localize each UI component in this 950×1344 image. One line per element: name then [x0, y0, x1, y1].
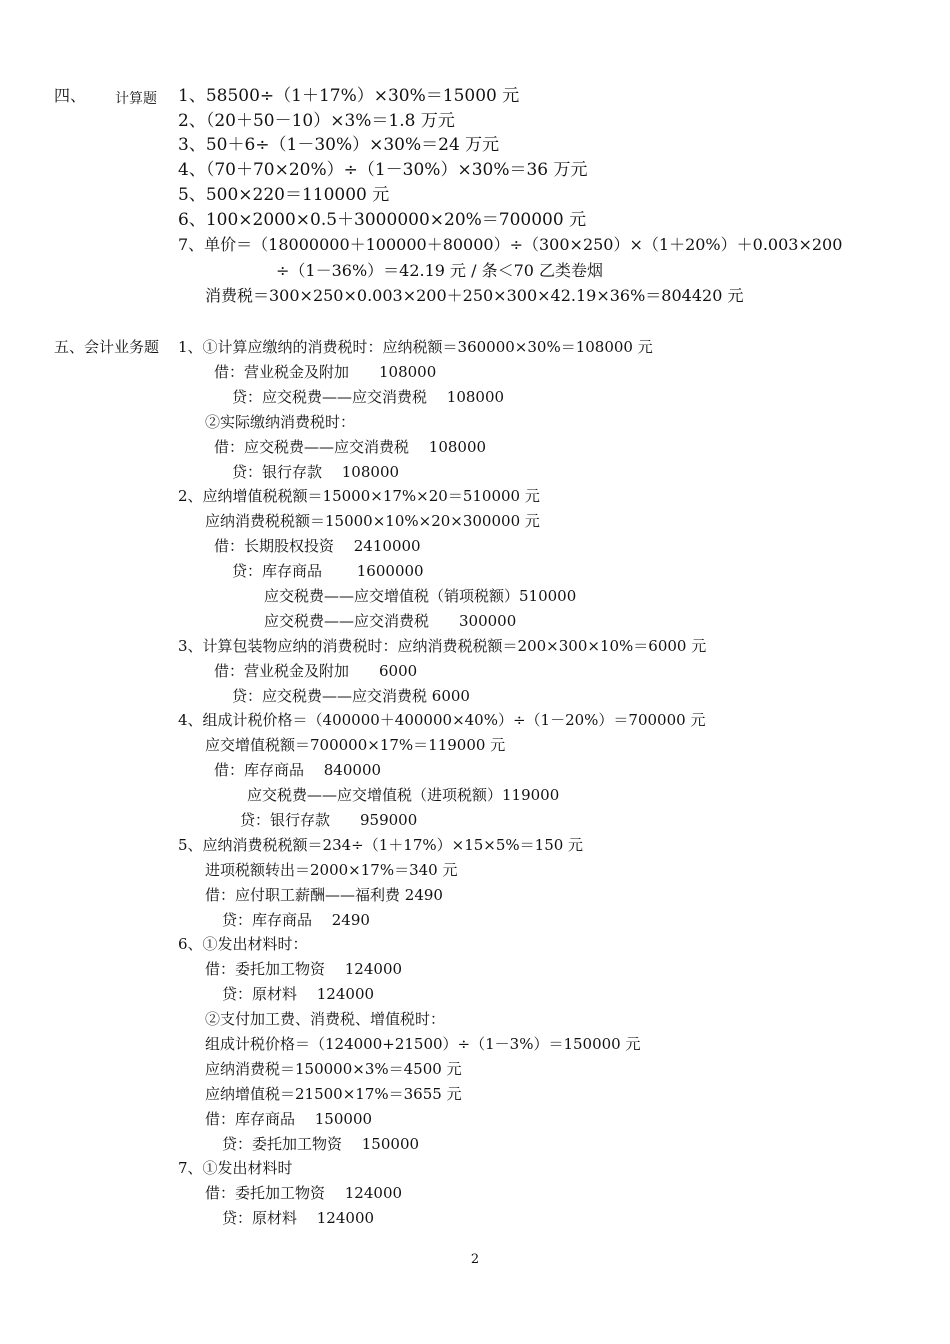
entry-line: ②支付加工费、消费税、增值税时：: [205, 1010, 446, 1028]
section4-title: 计算题: [115, 91, 157, 107]
calc-item-1: 1、58500÷（1＋17%）×30%＝15000 元: [178, 86, 520, 106]
entry-line: 应纳消费税＝150000×3%＝4500 元: [205, 1060, 462, 1078]
entry-line: 6、①发出材料时：: [178, 935, 308, 953]
calc-item-3: 3、50＋6÷（1－30%）×30%＝24 万元: [178, 135, 500, 155]
entry-line: 应纳增值税＝21500×17%＝3655 元: [205, 1085, 462, 1103]
entry-line: 组成计税价格＝（124000+21500）÷（1－3%）＝150000 元: [205, 1035, 641, 1053]
entry-line: 借：营业税金及附加 108000: [214, 363, 437, 381]
entry-line: 应交增值税额＝700000×17%＝119000 元: [205, 736, 506, 754]
entry-line: 应交税费——应交消费税 300000: [264, 612, 517, 630]
entry-line: 应交税费——应交增值税（销项税额）510000: [264, 587, 577, 605]
calc-item-5: 5、500×220＝110000 元: [178, 185, 390, 205]
entry-line: 贷：原材料 124000: [222, 1209, 375, 1227]
calc-item-7-tax: 消费税＝300×250×0.003×200＋250×300×42.19×36%＝804420 元: [205, 286, 744, 305]
entry-line: 贷：委托加工物资 150000: [222, 1135, 420, 1153]
entry-line: 借：应付职工薪酬——福利费 2490: [205, 886, 443, 904]
entry-line: 贷：银行存款 108000: [232, 463, 400, 481]
entry-line: 贷：原材料 124000: [222, 985, 375, 1003]
entry-line: 1、①计算应缴纳的消费税时：应纳税额＝360000×30%＝108000 元: [178, 338, 653, 356]
entry-line: 进项税额转出＝2000×17%＝340 元: [205, 861, 458, 879]
entry-line: 借：应交税费——应交消费税 108000: [214, 438, 487, 456]
section5-heading: 五、会计业务题: [54, 338, 160, 356]
calc-item-7: 7、单价＝（18000000＋100000＋80000）÷（300×250）×（1＋20%）＋0.003×200: [178, 235, 843, 254]
entry-line: 贷：银行存款 959000: [240, 811, 418, 829]
entry-line: 借：委托加工物资 124000: [205, 960, 403, 978]
entry-line: 贷：应交税费——应交消费税 6000: [232, 687, 470, 705]
entry-line: 借：库存商品 840000: [214, 761, 382, 779]
calc-item-6: 6、100×2000×0.5＋3000000×20%＝700000 元: [178, 210, 587, 230]
entry-line: 5、应纳消费税税额＝234÷（1＋17%）×15×5%＝150 元: [178, 836, 584, 854]
calc-item-2: 2、（20＋50－10）×3%＝1.8 万元: [178, 111, 455, 131]
calc-item-4: 4、（70＋70×20%）÷（1－30%）×30%＝36 万元: [178, 160, 588, 180]
section4-number: 四、: [54, 86, 87, 105]
page-number: 2: [470, 1252, 480, 1267]
entry-line: 贷：应交税费——应交消费税 108000: [232, 388, 505, 406]
entry-line: 应交税费——应交增值税（进项税额）119000: [247, 786, 560, 804]
entry-line: ②实际缴纳消费税时：: [205, 413, 356, 431]
entry-line: 贷：库存商品 2490: [222, 911, 370, 929]
entry-line: 借：库存商品 150000: [205, 1110, 373, 1128]
calc-item-7-continuation: ÷（1－36%）＝42.19 元 / 条＜70 乙类卷烟: [276, 261, 604, 280]
entry-line: 借：委托加工物资 124000: [205, 1184, 403, 1202]
entry-line: 借：长期股权投资 2410000: [214, 537, 421, 555]
entry-line: 应纳消费税税额＝15000×10%×20×300000 元: [205, 512, 540, 530]
entry-line: 2、应纳增值税税额＝15000×17%×20＝510000 元: [178, 487, 540, 505]
entry-line: 4、组成计税价格＝（400000＋400000×40%）÷（1－20%）＝700000 元: [178, 711, 706, 729]
entry-line: 贷：库存商品 1600000: [232, 562, 424, 580]
entry-line: 7、①发出材料时: [178, 1159, 293, 1177]
entry-line: 借：营业税金及附加 6000: [214, 662, 418, 680]
entry-line: 3、计算包装物应纳的消费税时：应纳消费税税额＝200×300×10%＝6000 元: [178, 637, 707, 655]
